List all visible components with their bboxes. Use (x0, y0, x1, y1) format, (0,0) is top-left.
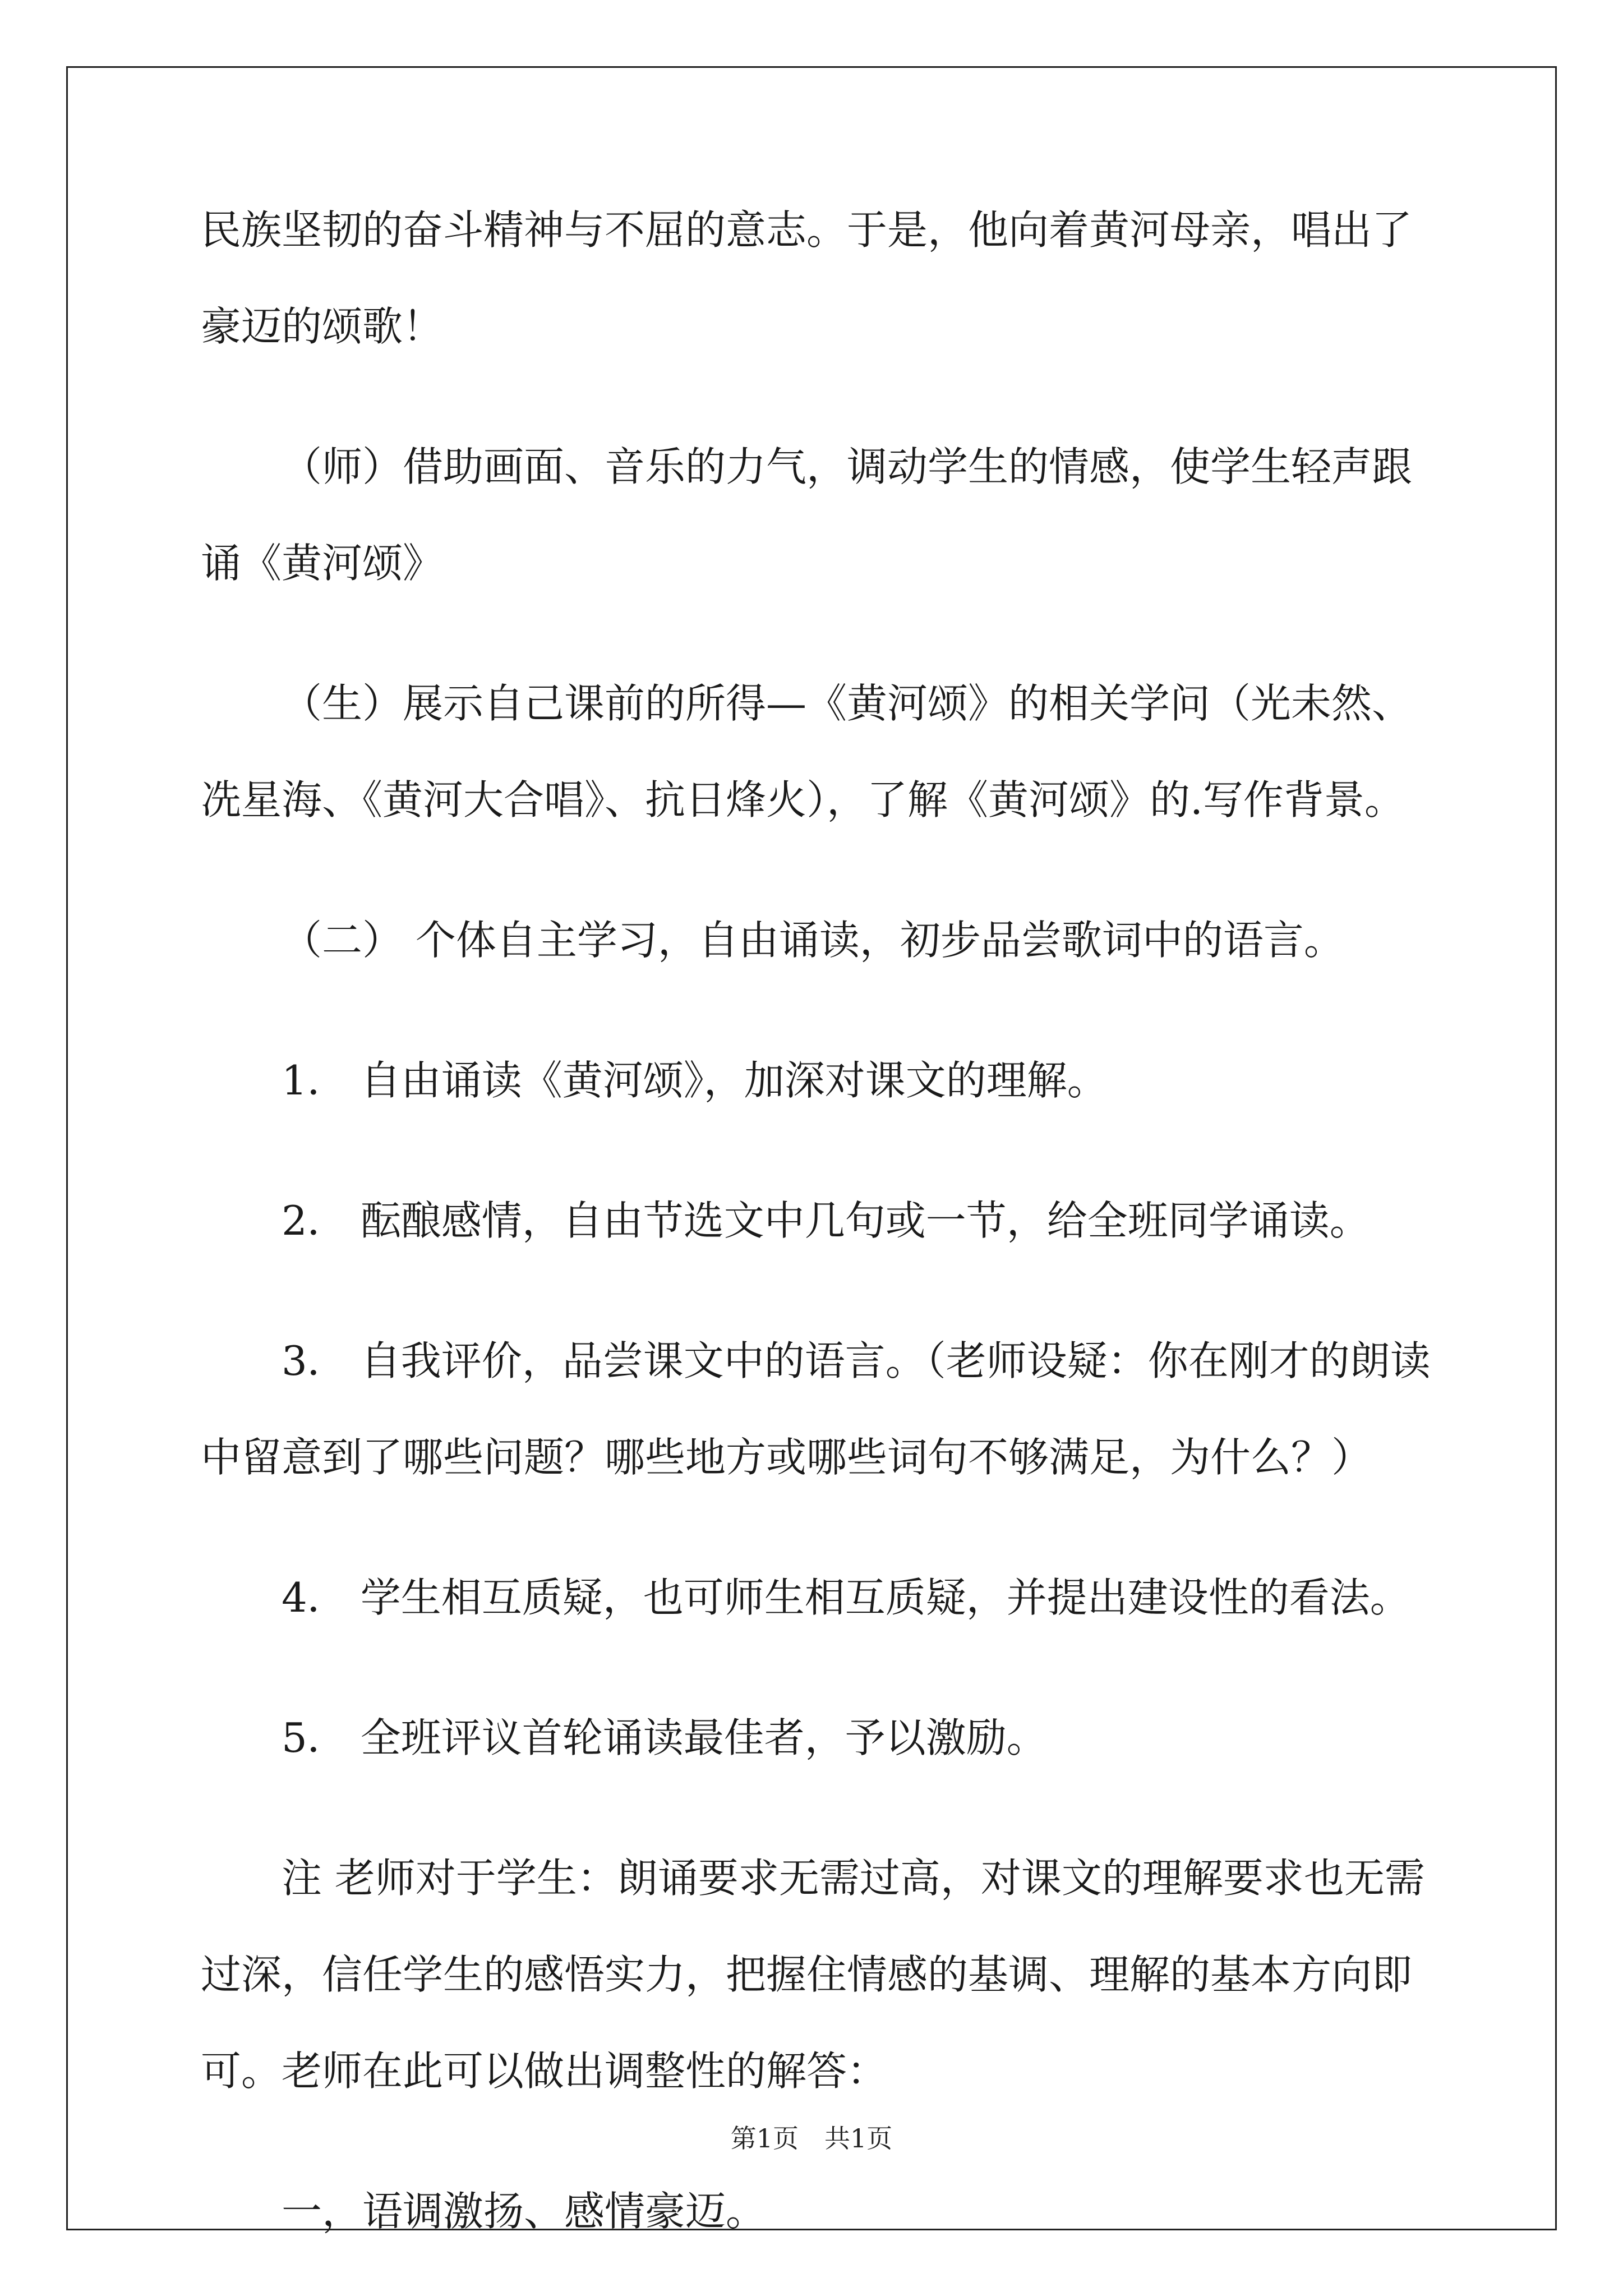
list-item: 3． 自我评价，品尝课文中的语言。（老师设疑：你在刚才的朗读 (282, 1337, 1431, 1384)
paragraph-line: 豪迈的颂歌！ (201, 303, 444, 350)
paragraph-line: 可。老师在此可以做出调整性的解答： (201, 2047, 888, 2095)
list-item: 4． 学生相互质疑，也可师生相互质疑，并提出建设性的看法。 (282, 1574, 1410, 1621)
paragraph-line: 一，语调激扬、感情豪迈。 (282, 2188, 767, 2235)
paragraph-line: 中留意到了哪些问题？哪些地方或哪些词句不够满足，为什么？） (201, 1434, 1372, 1481)
paragraph-line: 诵《黄河颂》 (201, 540, 444, 587)
paragraph-line: 冼星海、《黄河大合唱》、抗日烽火），了解《黄河颂》的.写作背景。 (201, 776, 1405, 823)
paragraph-line: 注 老师对于学生：朗诵要求无需过高，对课文的理解要求也无需 (282, 1855, 1425, 1902)
list-item: 1． 自由诵读《黄河颂》，加深对课文的理解。 (282, 1057, 1108, 1104)
paragraph-line: 民族坚韧的奋斗精神与不屈的意志。于是，他向着黄河母亲，唱出了 (201, 206, 1413, 254)
paragraph-line: 过深，信任学生的感悟实力，把握住情感的基调、理解的基本方向即 (201, 1951, 1413, 1998)
paragraph-line: （师）借助画面、音乐的力气，调动学生的情感，使学生轻声跟 (282, 443, 1413, 490)
list-item: 5． 全班评议首轮诵读最佳者，予以激励。 (282, 1714, 1047, 1761)
paragraph-line: （二） 个体自主学习，自由诵读，初步品尝歌词中的语言。 (282, 917, 1344, 964)
list-item: 2． 酝酿感情，自由节选文中几句或一节，给全班同学诵读。 (282, 1197, 1370, 1244)
page-number-footer: 第1页 共1页 (730, 2123, 893, 2154)
paragraph-line: （生）展示自己课前的所得—《黄河颂》的相关学问（光未然、 (282, 680, 1413, 727)
